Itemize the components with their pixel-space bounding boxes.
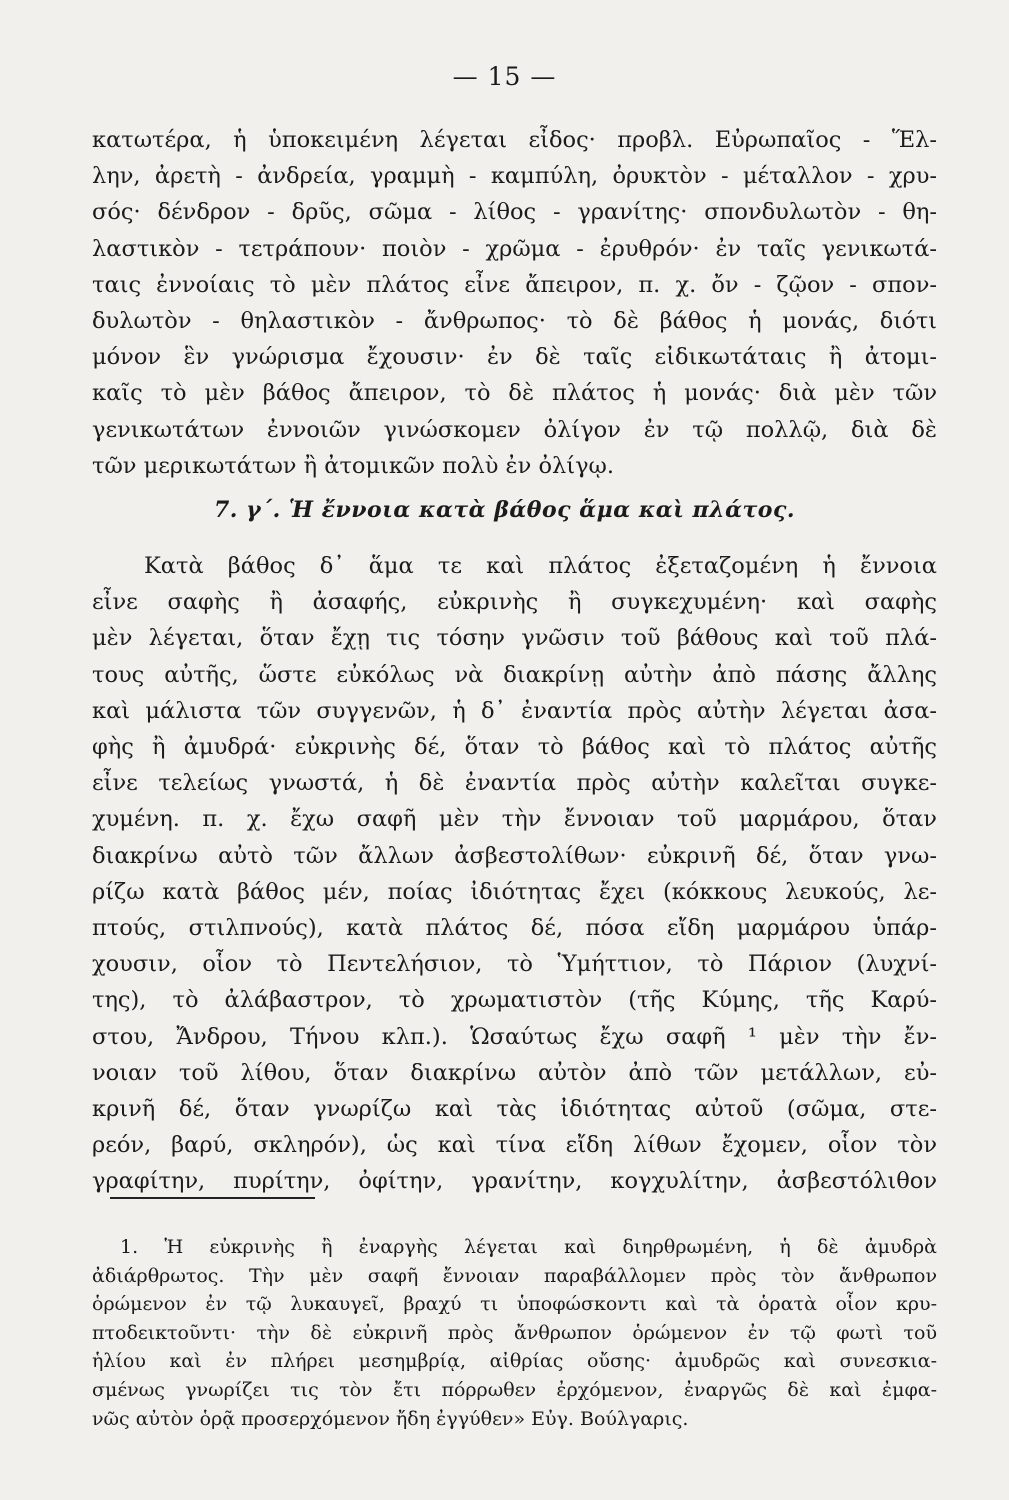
text-line: νοιαν τοῦ λίθου, ὅταν διακρίνω αὐτὸν ἀπὸ τῶν μετάλλων, εὐ-: [92, 1059, 937, 1086]
text-line: λην, ἀρετὴ - ἀνδρεία, γραμμὴ - καμπύλη, ὀρυκτὸν - μέταλλον - χρυ-: [92, 163, 937, 190]
footnote-line: πτοδεικτοῦντι· τὴν δὲ εὐκρινῆ πρὸς ἄνθρωπον ὁρώμενον ἐν τῷ φωτὶ τοῦ: [92, 1321, 937, 1344]
section-heading: 7. γ΄. Ἡ ἔννοια κατὰ βάθος ἅμα καὶ πλάτος.: [213, 497, 796, 523]
text-line: καὶ μάλιστα τῶν συγγενῶν, ἡ δ᾽ ἐναντία πρὸς αὐτὴν λέγεται ἀσα-: [92, 697, 937, 724]
text-line: σός· δένδρον - δρῦς, σῶμα - λίθος - γρανίτης· σπονδυλωτὸν - θη-: [92, 199, 937, 226]
footnote-separator: [110, 1197, 315, 1199]
text-line: στου, Ἄνδρου, Τήνου κλπ.). Ὡσαύτως ἔχω σαφῆ ¹ μὲν τὴν ἔν-: [92, 1023, 937, 1050]
text-line: πτούς, στιλπνούς), κατὰ πλάτος δέ, πόσα εἴδη μαρμάρου ὑπάρ-: [92, 915, 937, 942]
text-line: φὴς ἢ ἀμυδρά· εὐκρινὴς δέ, ὅταν τὸ βάθος καὶ τὸ πλάτος αὐτῆς: [92, 734, 937, 761]
text-line: κατωτέρα, ἡ ὑποκειμένη λέγεται εἶδος· προβλ. Εὐρωπαῖος - Ἕλ-: [92, 127, 937, 153]
text-line: Κατὰ βάθος δ᾽ ἅμα τε καὶ πλάτος ἐξεταζομένη ἡ ἔννοια: [144, 553, 937, 579]
footnote-line: νῶς αὐτὸν ὁρᾷ προσερχόμενον ἤδη ἐγγύθεν» Εὐγ. Βούλγαρις.: [92, 1407, 689, 1430]
text-line: ρεόν, βαρύ, σκληρόν), ὡς καὶ τίνα εἴδη λίθων ἔχομεν, οἷον τὸν: [92, 1132, 937, 1159]
text-line: χυμένη. π. χ. ἔχω σαφῆ μὲν τὴν ἔννοιαν τοῦ μαρμάρου, ὅταν: [92, 806, 937, 833]
paragraph-1: [92, 122, 937, 484]
text-line: ταις ἐννοίαις τὸ μὲν πλάτος εἶνε ἄπειρον, π. χ. ὄν - ζῷον - σπον-: [92, 271, 937, 298]
text-line: εἶνε τελείως γνωστά, ἡ δὲ ἐναντία πρὸς αὐτὴν καλεῖται συγκε-: [92, 770, 937, 797]
text-line: διακρίνω αὐτὸ τῶν ἄλλων ἀσβεστολίθων· εὐκρινῆ δέ, ὅταν γνω-: [92, 842, 937, 869]
text-line: εἶνε σαφὴς ἢ ἀσαφής, εὐκρινὴς ἢ συγκεχυμένη· καὶ σαφὴς: [92, 589, 937, 616]
text-line: γενικωτάτων ἐννοιῶν γινώσκομεν ὀλίγον ἐν τῷ πολλῷ, διὰ δὲ: [92, 416, 937, 443]
text-line: γραφίτην, πυρίτην, ὀφίτην, γρανίτην, κογχυλίτην, ἀσβεστόλιθον: [92, 1168, 937, 1195]
text-line: ρίζω κατὰ βάθος μέν, ποίας ἰδιότητας ἔχει (κόκκους λευκούς, λε-: [92, 878, 937, 905]
text-line: τους αὐτῆς, ὥστε εὐκόλως νὰ διακρίνῃ αὐτὴν ἀπὸ πάσης ἄλλης: [92, 661, 937, 688]
footnote-line: ἀδιάρθρωτος. Τὴν μὲν σαφῆ ἔννοιαν παραβάλλομεν πρὸς τὸν ἄνθρωπον: [92, 1264, 937, 1287]
text-line: τῶν μερικωτάτων ἢ ἀτομικῶν πολὺ ἐν ὀλίγῳ.: [92, 452, 615, 479]
text-line: δυλωτὸν - θηλαστικὸν - ἄνθρωπος· τὸ δὲ βάθος ἡ μονάς, διότι: [92, 308, 937, 335]
paragraph-2: [92, 548, 937, 1200]
footnote-line: ὁρώμενον ἐν τῷ λυκαυγεῖ, βραχύ τι ὑποφώσκοντι καὶ τὰ ὁρατὰ οἷον κρυ-: [92, 1293, 937, 1316]
text-line: λαστικὸν - τετράπουν· ποιὸν - χρῶμα - ἐρυθρόν· ἐν ταῖς γενικωτά-: [92, 235, 937, 262]
text-line: μὲν λέγεται, ὅταν ἔχῃ τις τόσην γνῶσιν τοῦ βάθους καὶ τοῦ πλά-: [92, 625, 937, 652]
footnote-line: σμένως γνωρίζει τις τὸν ἔτι πόρρωθεν ἐρχόμενον, ἐναργῶς δὲ καὶ ἐμφα-: [92, 1378, 937, 1401]
text-line: της), τὸ ἀλάβαστρον, τὸ χρωματιστὸν (τῆς Κύμης, τῆς Καρύ-: [92, 987, 937, 1014]
footnote-line: 1. Ἡ εὐκρινὴς ἢ ἐναργὴς λέγεται καὶ διηρθρωμένη, ἡ δὲ ἀμυδρὰ: [120, 1236, 937, 1258]
text-line: μόνον ἓν γνώρισμα ἔχουσιν· ἐν δὲ ταῖς εἰδικωτάταις ἢ ἀτομι-: [92, 344, 937, 371]
text-line: χουσιν, οἷον τὸ Πεντελήσιον, τὸ Ὑμήττιον, τὸ Πάριον (λυχνί-: [92, 951, 937, 978]
footnote: [92, 1233, 937, 1433]
footnote-line: ἡλίου καὶ ἐν πλήρει μεσημβρίᾳ, αἰθρίας οὔσης· ἀμυδρῶς καὶ συνεσκια-: [92, 1350, 937, 1373]
text-line: κρινῆ δέ, ὅταν γνωρίζω καὶ τὰς ἰδιότητας αὐτοῦ (σῶμα, στε-: [92, 1096, 937, 1123]
text-line: καῖς τὸ μὲν βάθος ἄπειρον, τὸ δὲ πλάτος ἡ μονάς· διὰ μὲν τῶν: [92, 380, 937, 407]
page-number: — 15 —: [452, 62, 557, 91]
